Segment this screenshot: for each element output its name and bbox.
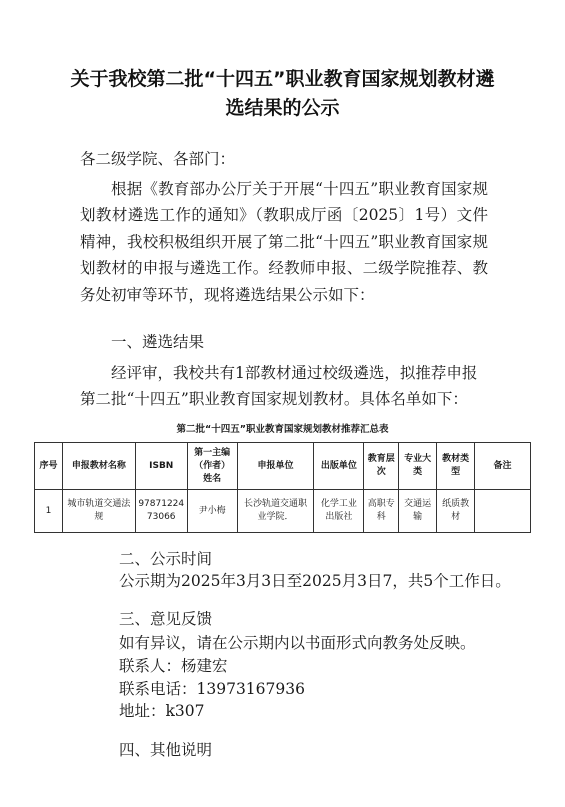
col-header-remarks: 备注 bbox=[475, 443, 531, 490]
section1-line2: 第二批“十四五”职业教育国家规划教材。具体名单如下： bbox=[80, 390, 468, 408]
section1-line1: 经评审，我校共有1部教材通过校级遴选，拟推荐申报 bbox=[111, 364, 478, 382]
cell-type: 纸质教材 bbox=[437, 490, 475, 533]
document-title-line1: 关于我校第二批“十四五”职业教育国家规划教材遴 bbox=[70, 68, 495, 90]
col-header-applicant: 申报单位 bbox=[237, 443, 314, 490]
col-header-index: 序号 bbox=[35, 443, 63, 490]
section3-text: 如有异议，请在公示期内以书面形式向教务处反映。 bbox=[119, 634, 476, 652]
document-title bbox=[60, 65, 505, 123]
section4-heading: 四、其他说明 bbox=[119, 741, 213, 759]
cell-level: 高职专科 bbox=[364, 490, 399, 533]
cell-index: 1 bbox=[35, 490, 63, 533]
salutation: 各二级学院、各部门： bbox=[80, 150, 236, 168]
cell-remarks bbox=[475, 490, 531, 533]
section2-text: 公示期为2025年3月3日至2025月3日7，共5个工作日。 bbox=[119, 572, 511, 590]
cell-editor: 尹小梅 bbox=[187, 490, 237, 533]
contact-person: 联系人：杨建宏 bbox=[119, 657, 228, 675]
cell-category: 交通运输 bbox=[399, 490, 437, 533]
section2-heading: 二、公示时间 bbox=[119, 550, 213, 568]
contact-phone: 联系电话：13973167936 bbox=[119, 680, 305, 698]
cell-book-name: 城市轨道交通法规 bbox=[62, 490, 135, 533]
table-header-row bbox=[35, 443, 531, 490]
col-header-level: 教育层次 bbox=[364, 443, 399, 490]
col-header-publisher: 出版单位 bbox=[314, 443, 364, 490]
col-header-editor: 第一主编（作者）姓名 bbox=[187, 443, 237, 490]
contact-address: 地址：k307 bbox=[119, 702, 205, 720]
col-header-isbn: ISBN bbox=[135, 443, 187, 490]
col-header-type: 教材类型 bbox=[437, 443, 475, 490]
table-row bbox=[35, 490, 531, 533]
cell-publisher: 化学工业出版社 bbox=[314, 490, 364, 533]
section3-heading: 三、意见反馈 bbox=[119, 610, 213, 628]
table-title: 第二批“十四五”职业教育国家规划教材推荐汇总表 bbox=[176, 424, 389, 435]
cell-applicant: 长沙轨道交通职业学院． bbox=[237, 490, 314, 533]
col-header-category: 专业大类 bbox=[399, 443, 437, 490]
intro-paragraph: 根据《教育部办公厅关于开展“十四五”职业教育国家规划教材遴选工作的通知》（教职成厅函〔2025〕1号）文件精神，我校积极组织开展了第二批“十四五”职业教育国家规划教材的申报与遴选工作。经教师申报、二级学院推荐、教务处初审等环节，现将遴选结果公示如下： bbox=[80, 180, 488, 304]
cell-isbn: 9787122473066 bbox=[135, 490, 187, 533]
recommendation-table bbox=[34, 442, 531, 533]
document-title-line2: 选结果的公示 bbox=[225, 97, 340, 119]
section1-heading: 一、遴选结果 bbox=[111, 333, 205, 351]
col-header-book-name: 申报教材名称 bbox=[62, 443, 135, 490]
